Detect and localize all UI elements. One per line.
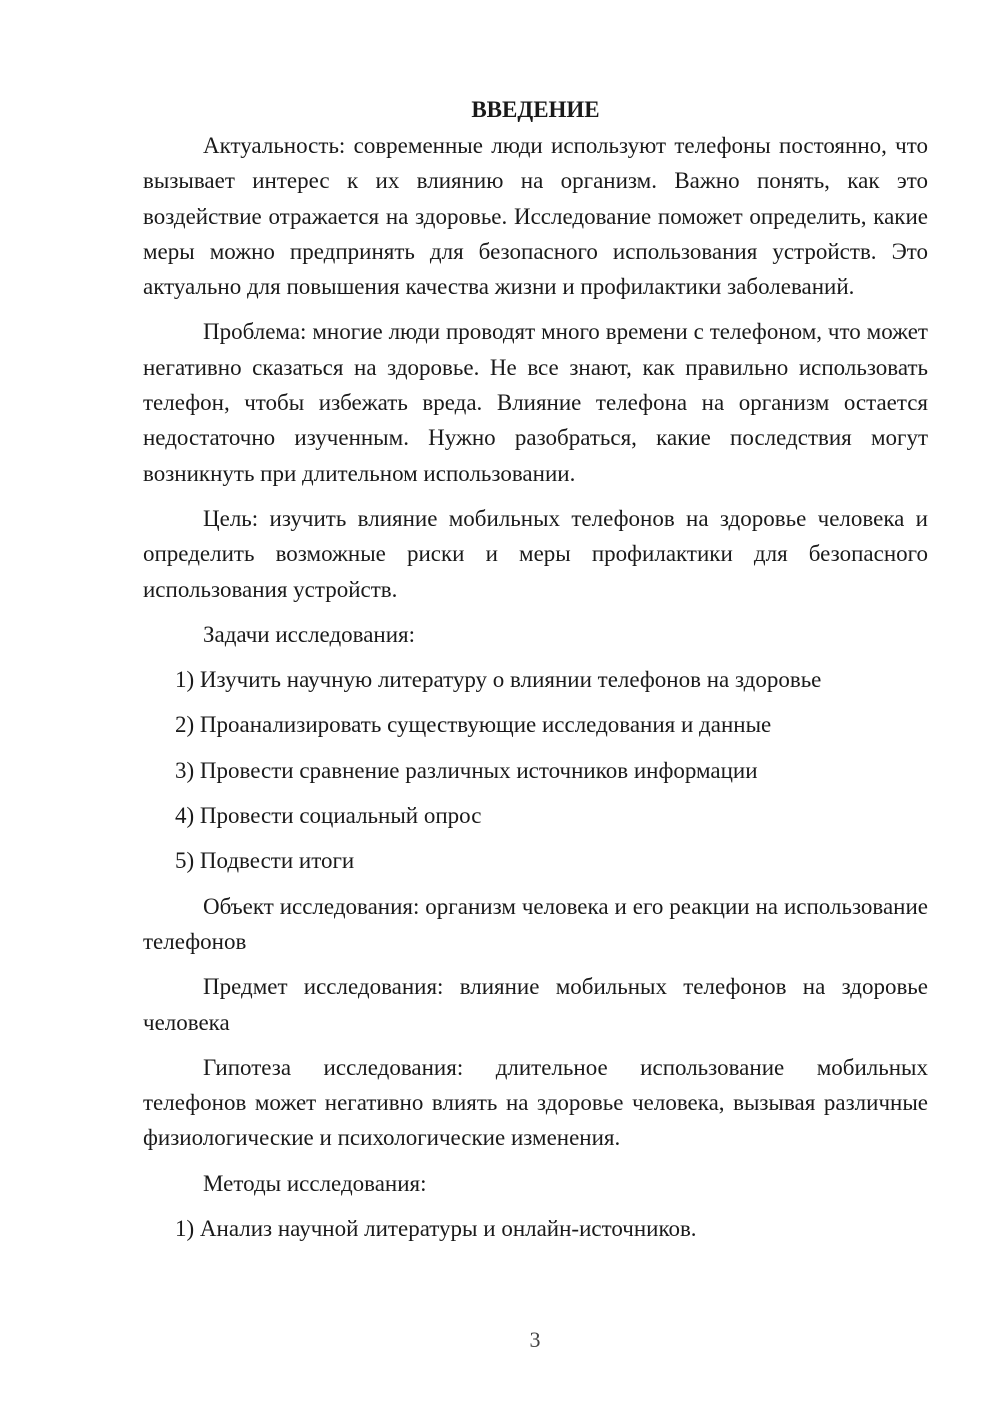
- task-item: 4) Провести социальный опрос: [175, 803, 482, 829]
- document-title: ВВЕДЕНИЕ: [471, 97, 600, 122]
- problem-paragraph: Проблема: многие люди проводят много времени с телефоном, что может негативно сказаться на здоровье. Не все знают, как правильно использовать телефон, чтобы избежать вреда. Влияние телефона на организм остается недостаточно изученным. Нужно разобраться, какие последствия могут возникнуть при длительном использовании.: [143, 319, 928, 486]
- methods-list: [143, 1211, 928, 1246]
- methods-heading: Методы исследования:: [203, 1170, 427, 1196]
- task-item: 3) Провести сравнение различных источников информации: [175, 757, 758, 783]
- document-page: [143, 92, 928, 1256]
- relevance-paragraph: Актуальность: современные люди используют телефоны постоянно, что вызывает интерес к их влиянию на организм. Важно понять, как это воздействие отражается на здоровье. Исследование поможет определить, какие меры можно предпринять для безопасного использования устройств. Это актуально для повышения качества жизни и профилактики заболеваний.: [143, 133, 928, 300]
- object-paragraph: Объект исследования: организм человека и его реакции на использование телефонов: [143, 893, 928, 954]
- method-item: 1) Анализ научной литературы и онлайн-источников.: [175, 1216, 697, 1242]
- goal-paragraph: Цель: изучить влияние мобильных телефонов на здоровье человека и определить возможные риски и меры профилактики для безопасного использования устройств.: [143, 505, 928, 602]
- task-item: 1) Изучить научную литературу о влиянии телефонов на здоровье: [175, 667, 822, 693]
- hypothesis-paragraph: Гипотеза исследования: длительное использование мобильных телефонов может негативно влиять на здоровье человека, вызывая различные физиологические и психологические изменения.: [143, 1054, 928, 1151]
- page-number: 3: [529, 1327, 541, 1352]
- tasks-heading: Задачи исследования:: [203, 621, 416, 647]
- task-item: 5) Подвести итоги: [175, 848, 355, 874]
- task-item: 2) Проанализировать существующие исследования и данные: [175, 712, 772, 738]
- tasks-list: [143, 662, 928, 878]
- subject-paragraph: Предмет исследования: влияние мобильных телефонов на здоровье человека: [143, 974, 928, 1035]
